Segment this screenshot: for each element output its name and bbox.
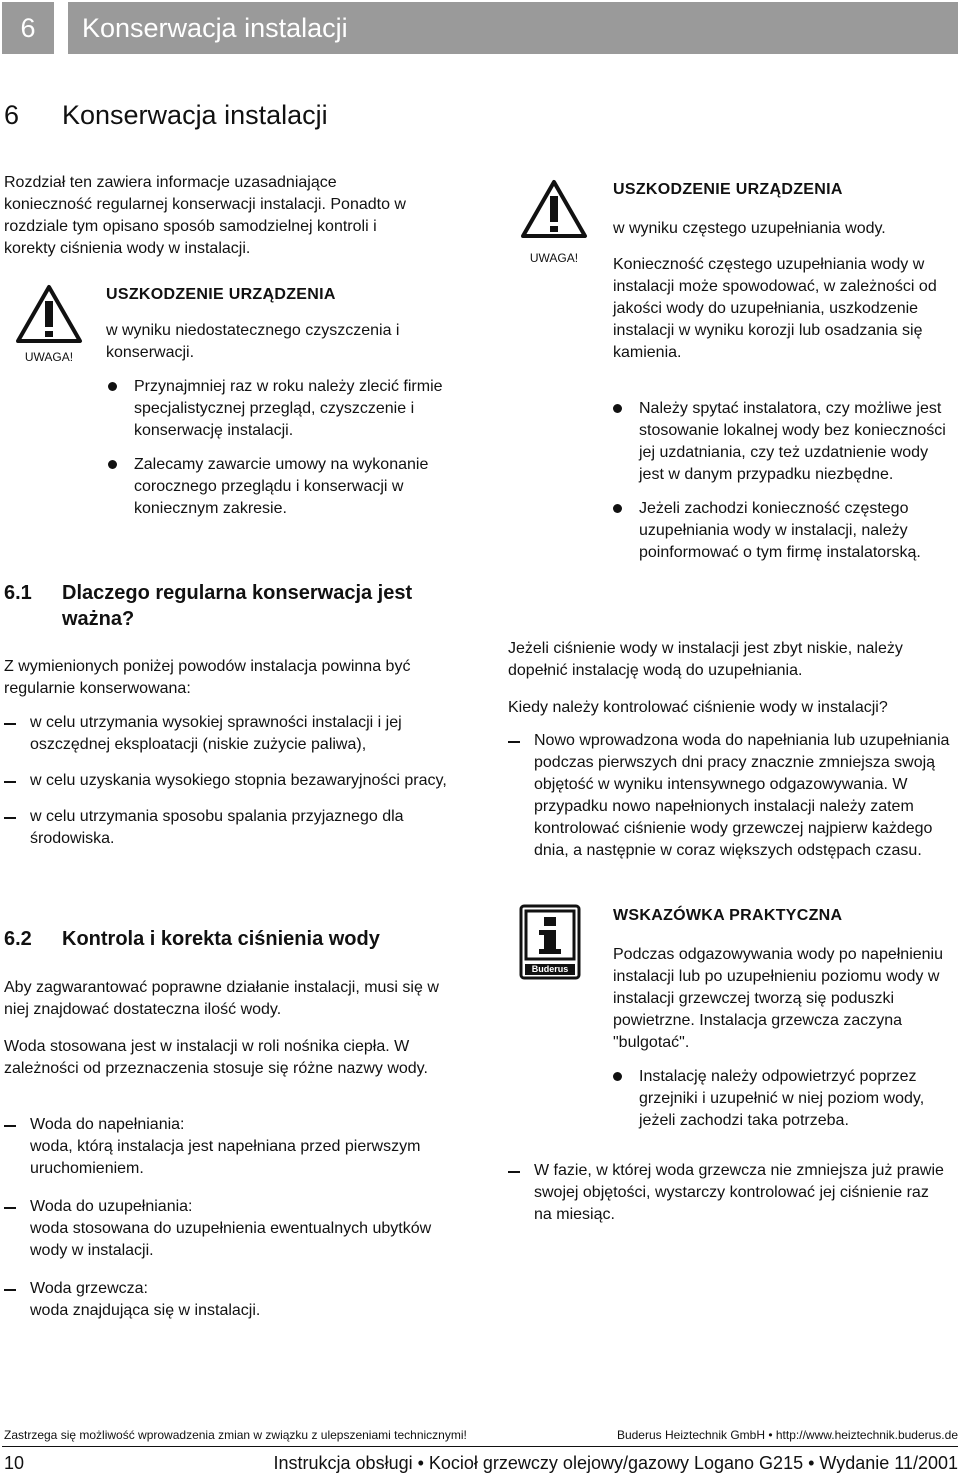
section-title: Konserwacja instalacji [62,100,328,130]
term: Woda grzewcza: [30,1280,148,1297]
list-item: Należy spytać instalatora, czy możliwe jest stosowanie lokalnej wody bez konieczności jej uzdatniania, czy też uzdatnienie wody jest w danym przypadku niezbędne. [613,398,953,486]
list-item [4,1196,464,1262]
subsection-number: 6.1 [4,582,32,604]
page-number: 10 [4,1453,25,1473]
description: woda, którą instalacja jest napełniana przed pierwszym uruchomieniem. [30,1138,421,1177]
description: woda znajdująca się w instalacji. [30,1302,261,1319]
list-item [4,1114,464,1180]
warning-title: USZKODZENIE URZĄDZENIA [613,181,843,198]
footer-company: Buderus Heiztechnik GmbH • http://www.heiztechnik.buderus.de [616,1428,958,1442]
subsection-intro: Z wymienionych poniżej powodów instalacja powinna być regularnie konserwowana: [4,658,411,697]
list-item: Jeżeli zachodzi konieczność częstego uzupełniania wody w instalacji, należy poinformować o tym firmę instalatorską. [613,498,953,564]
warning-text: w wyniku częstego uzupełniania wody. [613,220,886,237]
paragraph: Woda stosowana jest w instalacji w roli nośnika ciepła. W zależności od przeznaczenia stosuje się różne nazwy wody. [4,1038,428,1077]
pressure-check-list [508,730,958,876]
reasons-list [4,712,464,864]
tip-bullets [613,1066,953,1144]
term: Woda do uzupełniania: [30,1198,193,1215]
description: woda stosowana do uzupełnienia ewentualnych ubytków wody w instalacji. [30,1220,432,1259]
warning-bullets [613,398,953,576]
list-item: Zalecamy zawarcie umowy na wykonanie corocznego przeglądu i konserwacji w koniecznym zakresie. [108,454,458,520]
term: Woda do napełniania: [30,1116,185,1133]
section-number: 6 [4,100,20,130]
tip-title: WSKAZÓWKA PRAKTYCZNA [613,907,843,924]
list-item: W fazie, w której woda grzewcza nie zmniejsza już prawie swojej objętości, wystarczy kontrolować jej ciśnienie raz na miesiąc. [508,1160,948,1226]
intro-paragraph: Rozdział ten zawiera informacje uzasadniające konieczność regularnej konserwacji instalacji. Ponadto w rozdziale tym opisano sposób samodzielnej kontroli i korekty ciśnienia wody w instalacji. [4,174,406,257]
list-item: Przynajmniej raz w roku należy zlecić firmie specjalistycznej przegląd, czyszczenie i konserwację instalacji. [108,376,458,442]
subsection-number: 6.2 [4,928,32,950]
paragraph: Aby zagwarantować poprawne działanie instalacji, musi się w niej znajdować dostateczna ilość wody. [4,979,439,1018]
list-item [4,1278,464,1322]
warning-text: w wyniku niedostatecznego czyszczenia i konserwacji. [106,322,400,361]
subsection-title: Dlaczego regularna konserwacja jest ważna? [62,582,413,630]
list-item: w celu utrzymania wysokiej sprawności instalacji i jej oszczędnej eksploatacji (niskie zużycie paliwa), [4,712,464,756]
list-item: Instalację należy odpowietrzyć poprzez grzejniki i uzupełnić w niej poziom wody, jeżeli zachodzi taka potrzeba. [613,1066,953,1132]
header-chapter-number: 6 [2,2,54,54]
pressure-check-list-2 [508,1160,948,1240]
footer-rule [2,1446,958,1447]
logo-text: Buderus [531,964,569,974]
list-item: w celu utrzymania sposobu spalania przyjaznego dla środowiska. [4,806,464,850]
header-chapter-title: Konserwacja instalacji [68,2,958,54]
info-logo [519,904,581,980]
warning-label: UWAGA! [529,251,579,265]
warning-bullets [108,376,458,532]
warning-icon [519,178,589,245]
list-item: w celu uzyskania wysokiego stopnia bezawaryjności pracy, [4,770,464,792]
paragraph: Kiedy należy kontrolować ciśnienie wody w instalacji? [508,699,888,716]
footer-document: Instrukcja obsługi • Kocioł grzewczy olejowy/gazowy Logano G215 • Wydanie 11/2001 [273,1453,958,1473]
paragraph: Jeżeli ciśnienie wody w instalacji jest zbyt niskie, należy dopełnić instalację wodą do uzupełniania. [508,640,903,679]
warning-title: USZKODZENIE URZĄDZENIA [106,286,336,303]
warning-label: UWAGA! [24,350,74,364]
water-types-list [4,1114,464,1336]
subsection-title: Kontrola i korekta ciśnienia wody [62,928,380,950]
warning-icon [14,283,84,350]
warning-text: Konieczność częstego uzupełniania wody w instalacji może spowodować, w zależności od jakości wody do uzupełniania, uszkodzenie instalacji w wyniku korozji lub osadzania się kamienia. [613,256,937,361]
footer-disclaimer: Zastrzega się możliwość wprowadzenia zmian w związku z ulepszeniami technicznymi! [4,1428,467,1442]
list-item: Nowo wprowadzona woda do napełniania lub uzupełniania podczas pierwszych dni pracy znacznie zmniejsza swoją objętość w wyniku intensywnego odgazowywania. W przypadku nowo napełnionych instalacji należy zatem kontrolować ciśnienie wody grzewczej najpierw każdego dnia, a następnie w coraz większych odstępach czasu. [508,730,958,862]
tip-text: Podczas odgazowywania wody po napełnieniu instalacji lub po uzupełnieniu poziomu wody w instalacji grzewczej tworzą się poduszki powietrzne. Instalacja grzewcza zaczyna "bulgotać". [613,946,943,1051]
